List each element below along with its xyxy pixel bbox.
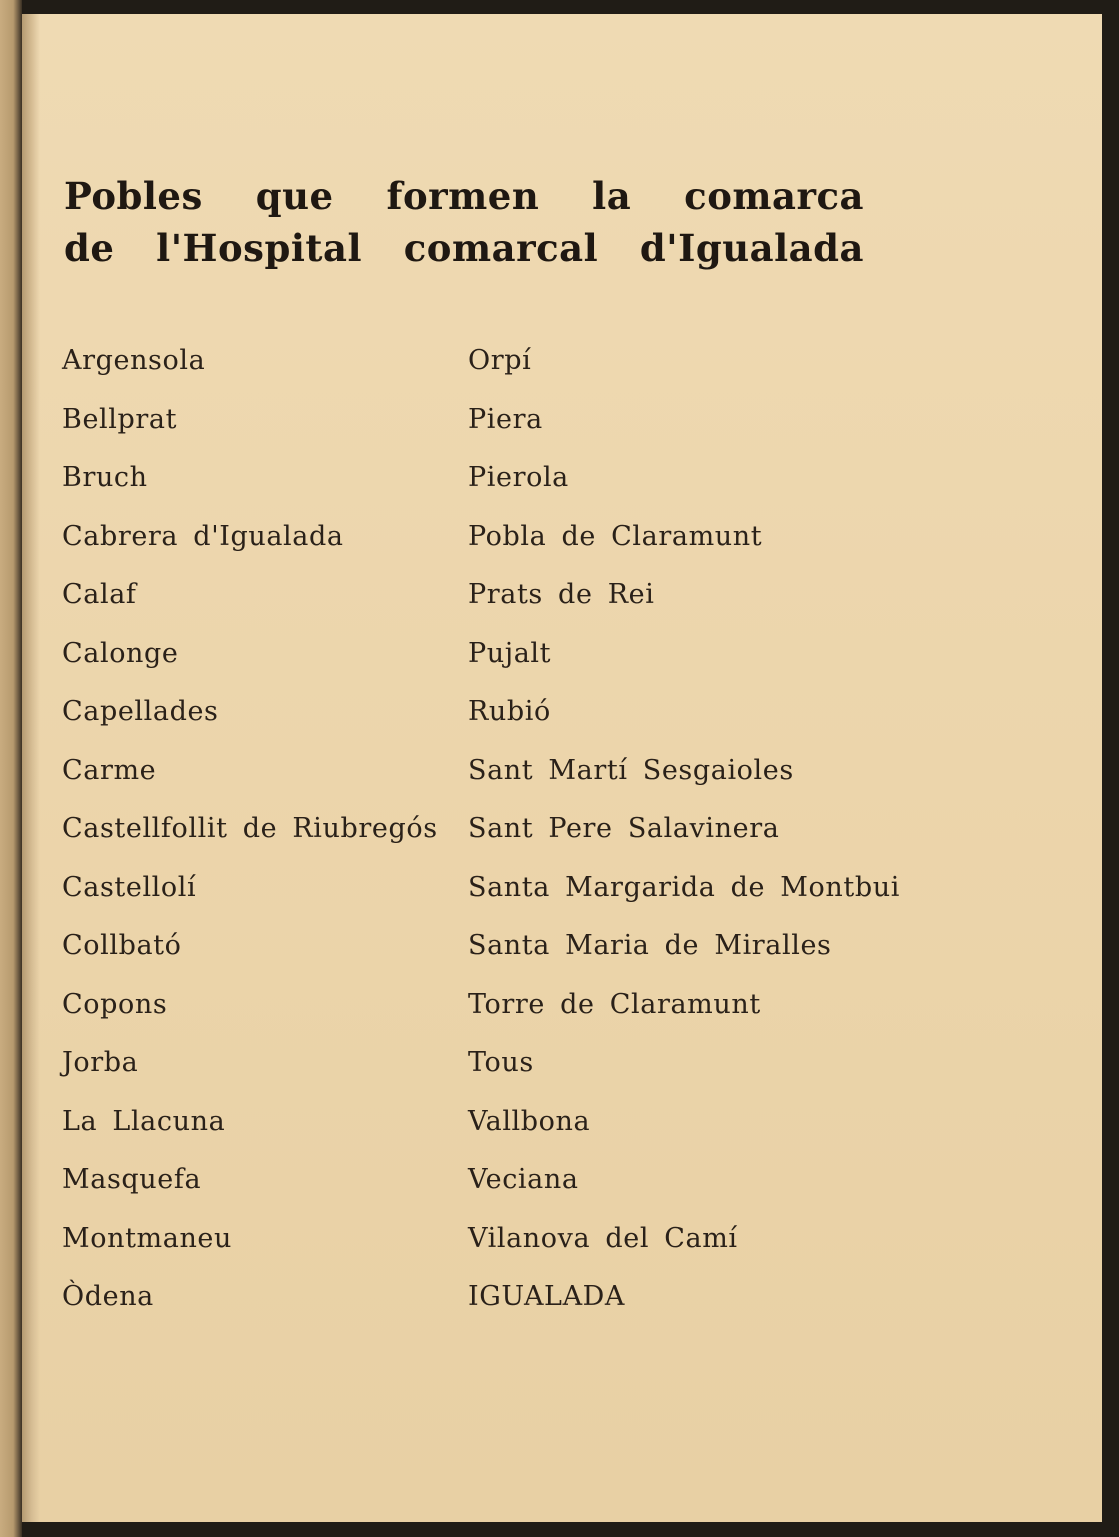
town-item: Capellades — [62, 696, 219, 727]
title-line-1: Pobles que formen la comarca — [64, 174, 864, 218]
page-title — [64, 170, 864, 274]
town-item: Montmaneu — [62, 1222, 232, 1254]
town-item: Tous — [468, 1047, 534, 1078]
town-item: Cabrera d'Igualada — [62, 520, 344, 552]
town-item: Sant Martí Sesgaioles — [468, 754, 794, 786]
town-item: Rubió — [468, 696, 551, 727]
town-item: Calaf — [62, 579, 137, 610]
town-item: Santa Maria de Miralles — [468, 930, 832, 961]
town-item: Jorba — [62, 1047, 139, 1078]
binding-edge — [0, 0, 22, 1537]
town-item: Collbató — [62, 930, 182, 961]
town-item: Bellprat — [62, 403, 178, 435]
town-item: Bruch — [62, 462, 148, 493]
towns-list-left — [62, 332, 438, 1327]
town-item: Òdena — [62, 1281, 154, 1312]
town-item: Masquefa — [62, 1164, 202, 1195]
town-item: Argensola — [62, 345, 206, 376]
title-line-2: de l'Hospital comarcal d'Igualada — [64, 226, 864, 270]
town-item: Vilanova del Camí — [468, 1222, 738, 1254]
town-item: Sant Pere Salavinera — [468, 813, 780, 844]
town-item: Pierola — [468, 462, 569, 493]
town-item: Torre de Claramunt — [468, 988, 761, 1020]
town-item: IGUALADA — [468, 1281, 626, 1312]
town-item: Carme — [62, 754, 157, 786]
town-item: Santa Margarida de Montbui — [468, 871, 900, 903]
town-item: Castellolí — [62, 871, 197, 903]
town-item: Castellfollit de Riubregós — [62, 813, 438, 844]
town-item: Piera — [468, 403, 543, 435]
towns-list-right — [468, 332, 900, 1327]
town-item: Calonge — [62, 637, 179, 669]
town-item: Prats de Rei — [468, 579, 655, 610]
town-item: Vallbona — [468, 1105, 591, 1137]
town-item: Copons — [62, 988, 168, 1020]
town-item: Orpí — [468, 345, 532, 376]
town-item: Pujalt — [468, 637, 552, 669]
town-item: Pobla de Claramunt — [468, 520, 763, 552]
page-gutter-shadow — [22, 14, 40, 1522]
town-item: Veciana — [468, 1164, 579, 1195]
town-item: La Llacuna — [62, 1105, 226, 1137]
